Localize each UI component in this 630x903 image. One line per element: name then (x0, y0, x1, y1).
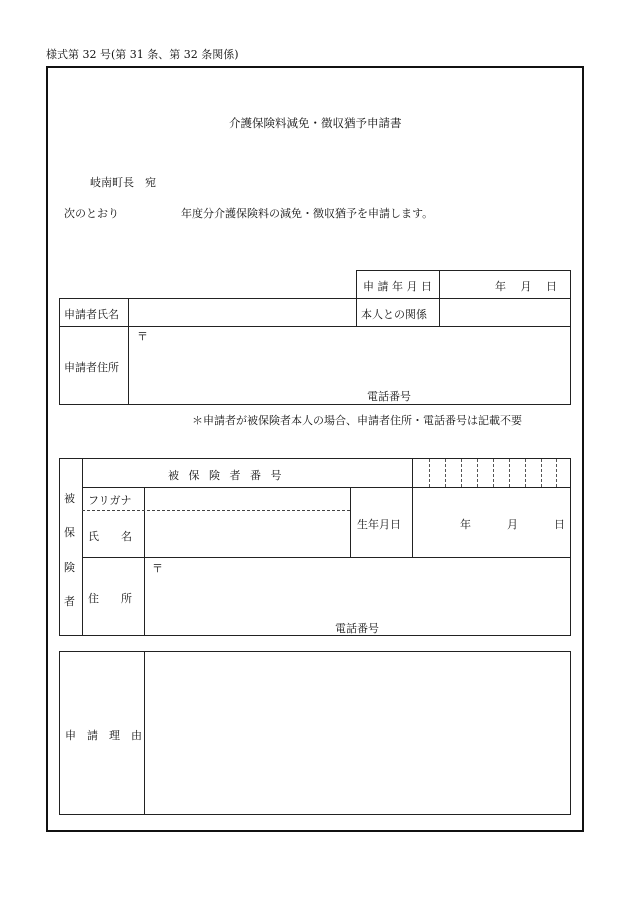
applicant-address-field[interactable] (130, 344, 568, 384)
reason-field[interactable] (146, 653, 568, 813)
form-title: 介護保険料減免・徴収猶予申請書 (229, 116, 402, 130)
birth-date-label: 生年月日 (357, 518, 401, 531)
relation-field[interactable] (441, 300, 569, 324)
insured-name-label: 氏 名 (88, 530, 132, 543)
reason-label: 申 請 理 由 (65, 729, 142, 742)
intro-text: 年度分介護保険料の減免・徴収猶予を申請します。 (181, 207, 434, 220)
insured-postal-mark: 〒 (152, 562, 163, 575)
addressee: 岐南町長 宛 (90, 176, 156, 189)
intro-prefix: 次のとおり (64, 207, 119, 220)
insured-number-label: 被 保 険 者 番 号 (168, 469, 285, 482)
insured-phone-label: 電話番号 (335, 622, 379, 635)
furigana-field[interactable] (146, 489, 348, 508)
insured-side-label-1: 被 (64, 492, 75, 505)
applicant-address-label: 申請者住所 (64, 361, 119, 374)
applicant-name-label: 申請者氏名 (64, 308, 119, 321)
applicant-name-field[interactable] (130, 300, 354, 324)
insured-address-label: 住 所 (88, 592, 132, 605)
applicant-phone-label: 電話番号 (367, 390, 411, 403)
birth-day-unit: 日 (554, 518, 565, 531)
insured-number-field[interactable] (414, 460, 569, 486)
insured-address-field[interactable] (146, 575, 568, 615)
birth-date-field[interactable] (414, 489, 569, 555)
applicant-note: ＊申請者が被保険者本人の場合、申請者住所・電話番号は記載不要 (192, 414, 522, 427)
insured-side-label-3: 険 (64, 561, 75, 574)
furigana-label: フリガナ (88, 494, 132, 507)
insured-name-field[interactable] (146, 512, 348, 556)
application-date-field[interactable]: 年 月 日 (495, 280, 557, 293)
form-number: 様式第 32 号(第 31 条、第 32 条関係) (46, 48, 239, 61)
insured-side-label-2: 保 (64, 526, 75, 539)
relation-label: 本人との関係 (361, 308, 427, 321)
applicant-postal-mark: 〒 (137, 330, 148, 343)
application-date-label: 申 請 年 月 日 (363, 280, 432, 293)
birth-year-unit: 年 (460, 518, 471, 531)
birth-month-unit: 月 (507, 518, 518, 531)
insured-side-label-4: 者 (64, 595, 75, 608)
